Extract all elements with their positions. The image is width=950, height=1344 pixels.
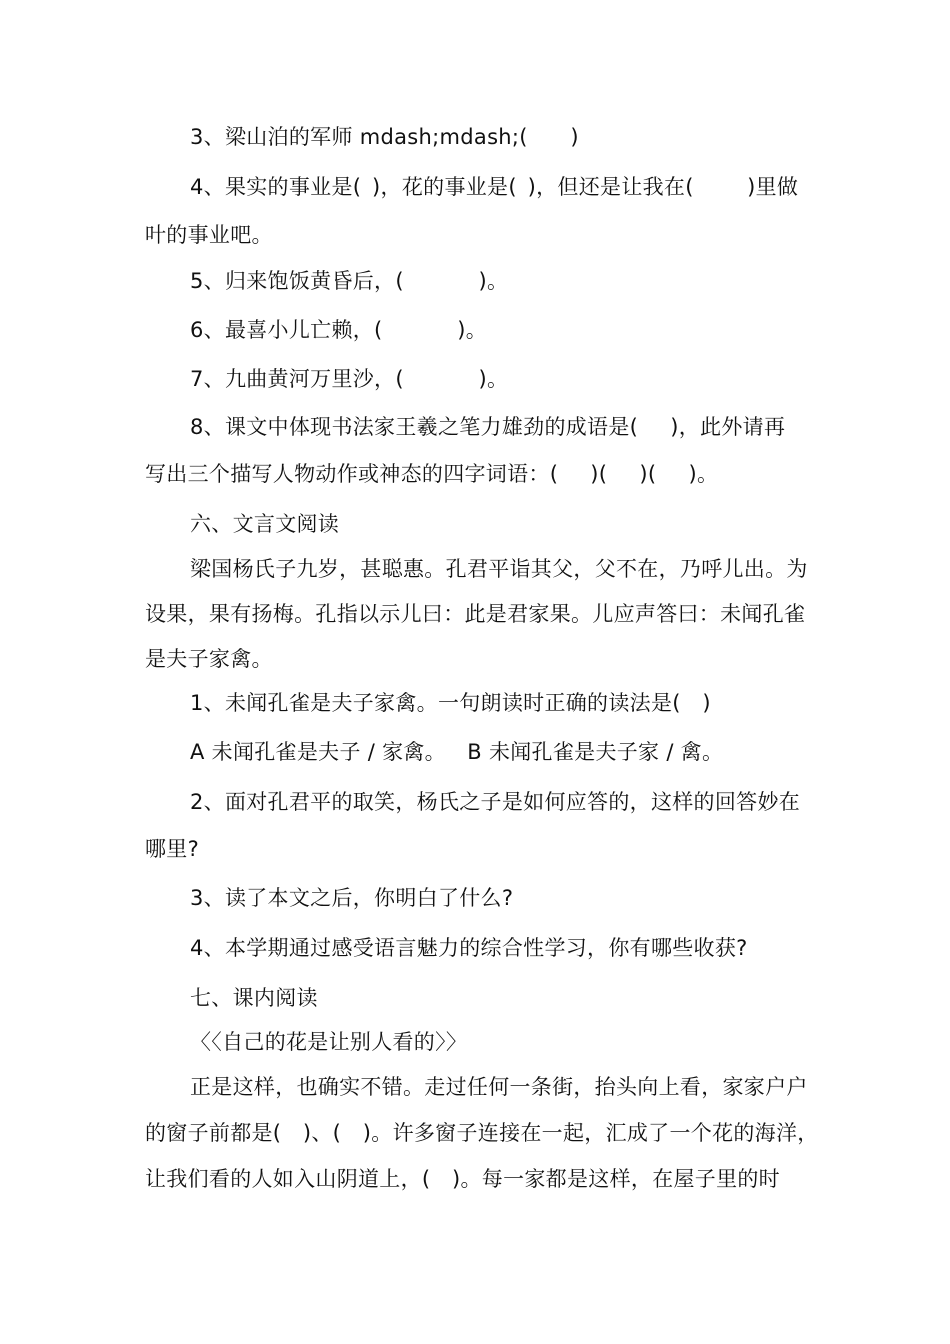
question-7: 7、九曲黄河万里沙，( )。 [190, 367, 509, 391]
question-8-line-1: 8、课文中体现书法家王羲之笔力雄劲的成语是( )，此外请再 [190, 415, 786, 439]
reading-title: 〈〈自己的花是让别人看的〉〉 [190, 1030, 468, 1054]
classical-question-2-line-1: 2、面对孔君平的取笑，杨氏之子是如何应答的，这样的回答妙在 [190, 790, 801, 814]
reading-passage-line-3: 让我们看的人如入山阴道上，( )。每一家都是这样，在屋子里的时 [145, 1167, 780, 1191]
classical-question-2-line-2: 哪里? [145, 837, 200, 861]
question-5: 5、归来饱饭黄昏后，( )。 [190, 269, 509, 293]
classical-question-1-options: A 未闻孔雀是夫子 / 家禽。 B 未闻孔雀是夫子家 / 禽。 [190, 740, 724, 764]
classical-question-4: 4、本学期通过感受语言魅力的综合性学习，你有哪些收获? [190, 936, 748, 960]
reading-passage-line-1: 正是这样，也确实不错。走过任何一条街，抬头向上看，家家户户 [190, 1075, 808, 1099]
classical-passage-line-3: 是夫子家禽。 [145, 647, 273, 671]
classical-passage-line-1: 梁国杨氏子九岁，甚聪惠。孔君平诣其父，父不在，乃呼儿出。为 [190, 557, 808, 581]
question-6: 6、最喜小儿亡赖，( )。 [190, 318, 488, 342]
question-4-line-1: 4、果实的事业是( )，花的事业是( )，但还是让我在( )里做 [190, 175, 799, 199]
classical-question-3: 3、读了本文之后，你明白了什么? [190, 886, 514, 910]
classical-passage-line-2: 设果，果有扬梅。孔指以示儿曰：此是君家果。儿应声答曰：未闻孔雀 [145, 602, 806, 626]
reading-passage-line-2: 的窗子前都是( )、( )。许多窗子连接在一起，汇成了一个花的海洋， [145, 1121, 819, 1145]
section-7-heading: 七、课内阅读 [190, 986, 318, 1010]
question-4-line-2: 叶的事业吧。 [145, 223, 273, 247]
question-8-line-2: 写出三个描写人物动作或神态的四字词语：( )( )( )。 [145, 462, 719, 486]
classical-question-1: 1、未闻孔雀是夫子家禽。一句朗读时正确的读法是( ) [190, 691, 711, 715]
section-6-heading: 六、文言文阅读 [190, 512, 340, 536]
question-3-military-advisor: 3、梁山泊的军师 mdash;mdash;( ) [190, 125, 579, 149]
